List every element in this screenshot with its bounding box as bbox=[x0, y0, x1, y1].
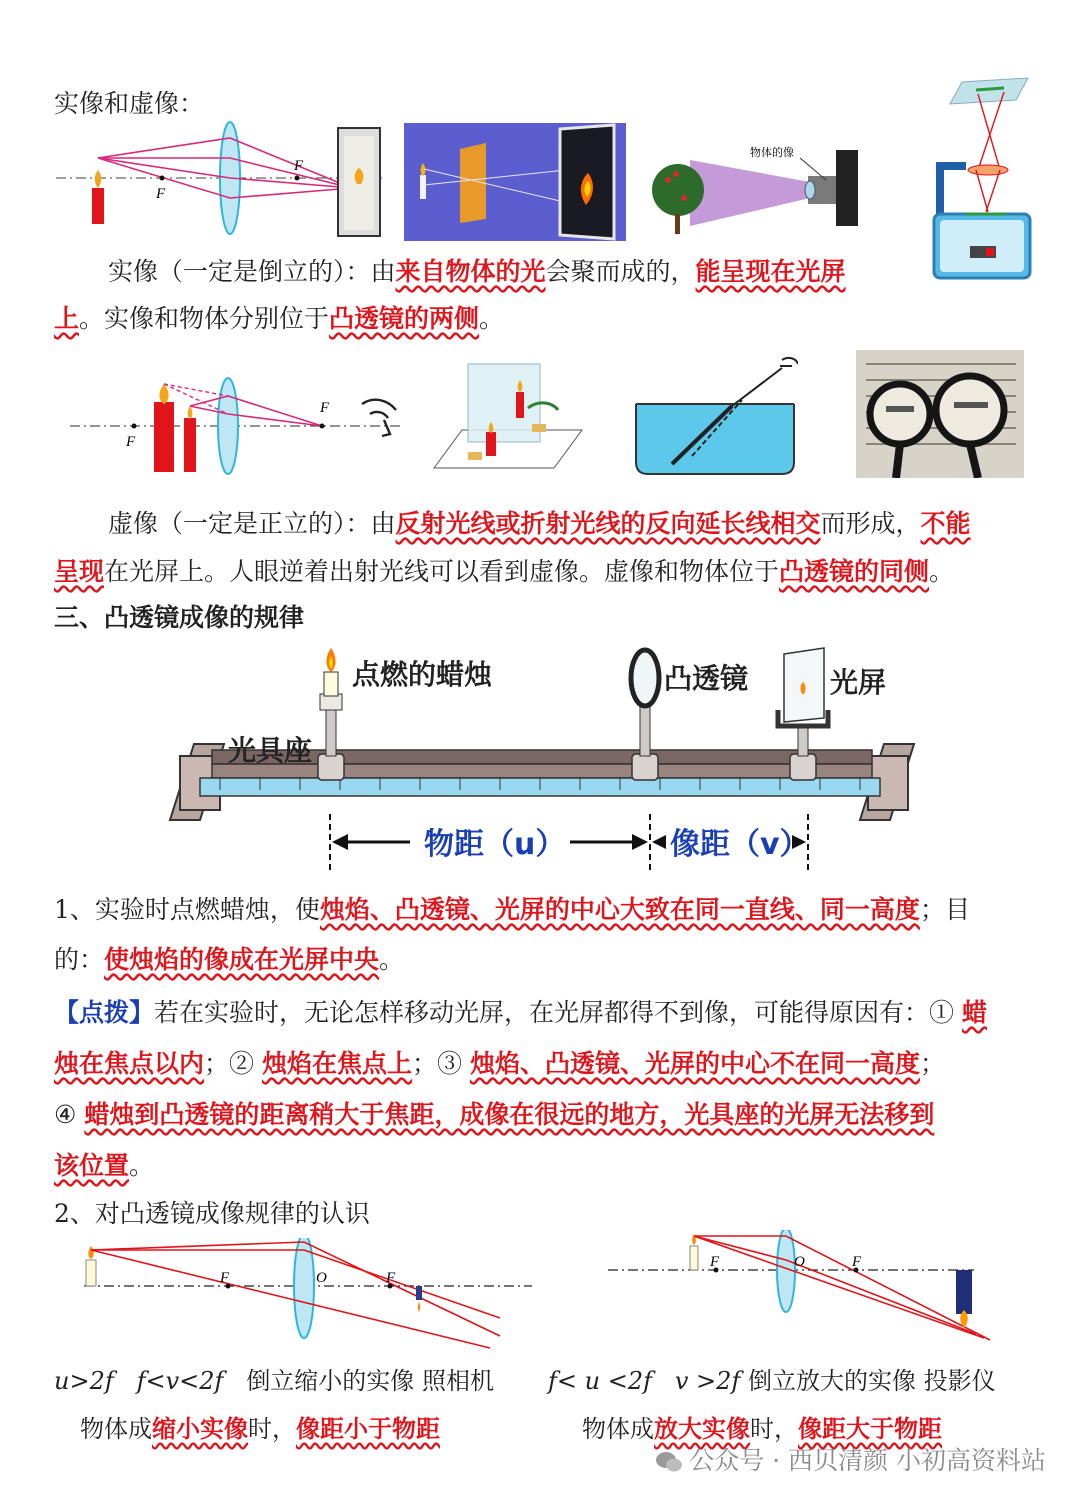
magnifier-photo bbox=[856, 350, 1024, 478]
tip-num4: ④ bbox=[54, 1100, 85, 1129]
left-note-text-2: 时， bbox=[248, 1415, 296, 1443]
right-focus-label: F bbox=[710, 1254, 720, 1270]
virtual-image-para-line1 bbox=[108, 508, 971, 540]
object-image-label: 物体的像 bbox=[750, 146, 794, 159]
tip-line1 bbox=[54, 997, 987, 1029]
tip-line3 bbox=[54, 1099, 934, 1131]
tip-reason2: 烛焰在焦点上 bbox=[261, 1049, 412, 1078]
virtual-highlight-rays: 反射光线或折射光线的反向延长线相交 bbox=[395, 509, 821, 538]
tip-text: 若在实验时，无论怎样移动光屏，在光屏都得不到像，可能得原因有：① bbox=[154, 998, 962, 1027]
projector-ray-diagram bbox=[604, 1230, 1004, 1348]
item1-line2 bbox=[54, 944, 404, 976]
watermark-text: 公众号 · 西贝清颜 小初高资料站 bbox=[689, 1446, 1046, 1475]
left-note bbox=[80, 1414, 440, 1444]
right-cond-v: v >2f bbox=[674, 1367, 741, 1395]
left-desc: 倒立缩小的实像 照相机 bbox=[246, 1367, 494, 1395]
real-image-para-line2 bbox=[54, 303, 504, 335]
tip-reason1: 烛在焦点以内 bbox=[54, 1049, 205, 1078]
left-cond-v: f<v<2f bbox=[136, 1367, 224, 1395]
wechat-icon bbox=[655, 1450, 683, 1474]
real-highlight-source: 来自物体的光 bbox=[395, 257, 546, 286]
tip-tag: 【点拨】 bbox=[54, 998, 155, 1027]
image-distance-label: 像距（v） bbox=[670, 827, 810, 862]
svg-text:F: F bbox=[126, 434, 136, 450]
real-highlight-screen-cont: 上 bbox=[54, 304, 80, 333]
real-def-text-2: 会聚而成的， bbox=[545, 257, 696, 286]
section-heading-real-virtual: 实像和虚像： bbox=[54, 89, 205, 118]
real-image-para-line1 bbox=[108, 256, 846, 288]
real-highlight-sides: 凸透镜的两侧 bbox=[329, 304, 480, 333]
bench-lens-label: 凸透镜 bbox=[664, 662, 749, 695]
camera-obscura-image bbox=[650, 140, 862, 238]
left-focus-label: F bbox=[220, 1270, 230, 1286]
left-condition-caption bbox=[54, 1366, 494, 1396]
right-note-text: 物体成 bbox=[582, 1415, 654, 1443]
camera-ray-diagram bbox=[80, 1238, 536, 1354]
item1-purpose-label: 的： bbox=[54, 945, 105, 974]
virtual-highlight-not: 不能 bbox=[920, 509, 971, 538]
virtual-image-para-line2 bbox=[54, 556, 954, 588]
left-note-highlight-1: 缩小实像 bbox=[152, 1414, 248, 1443]
bench-base-label: 光具座 bbox=[228, 734, 313, 767]
period: 。 bbox=[379, 945, 405, 974]
section3-title: 三、凸透镜成像的规律 bbox=[54, 603, 305, 632]
plane-mirror-image bbox=[428, 362, 588, 474]
tip-reason4: 蜡烛到凸透镜的距离稍大于焦距，成像在很远的地方，光具座的光屏无法移到 bbox=[84, 1100, 935, 1129]
water-refraction-image bbox=[632, 352, 798, 478]
left-optical-center-label: O bbox=[316, 1270, 327, 1286]
right-cond-u: f< u <2f bbox=[548, 1367, 652, 1395]
real-image-lens-diagram bbox=[52, 118, 388, 240]
item1-line1 bbox=[54, 894, 970, 926]
right-note-highlight-1: 放大实像 bbox=[654, 1414, 750, 1443]
virtual-highlight-same-side: 凸透镜的同侧 bbox=[779, 557, 930, 586]
right-desc: 倒立放大的实像 投影仪 bbox=[747, 1367, 996, 1395]
virtual-image-lens-diagram bbox=[66, 366, 406, 476]
item2-title: 2、对凸透镜成像规律的认识 bbox=[54, 1199, 370, 1228]
real-highlight-screen: 能呈现在光屏 bbox=[695, 257, 846, 286]
real-def-text: 实像（一定是倒立的）：由 bbox=[108, 257, 396, 286]
period: 。 bbox=[479, 304, 505, 333]
item1-highlight-centers: 烛焰、凸透镜、光屏的中心大致在同一直线、同一高度 bbox=[319, 895, 920, 924]
watermark bbox=[655, 1441, 1046, 1477]
bench-screen-label: 光屏 bbox=[830, 666, 887, 699]
bench-candle-label: 点燃的蜡烛 bbox=[352, 658, 493, 691]
tip-line4 bbox=[54, 1150, 154, 1182]
item1-text-2: ；目 bbox=[919, 895, 970, 924]
item1-highlight-purpose: 使烛焰的像成在光屏中央 bbox=[104, 945, 380, 974]
left-note-highlight-2: 像距小于物距 bbox=[296, 1414, 440, 1443]
svg-text:F: F bbox=[294, 158, 304, 174]
virtual-highlight-show: 呈现 bbox=[54, 557, 105, 586]
tip-reason4-end: 该位置 bbox=[54, 1151, 130, 1180]
item1-text: 1、实验时点燃蜡烛，使 bbox=[54, 895, 320, 924]
pinhole-camera-image bbox=[404, 123, 626, 241]
projector-image bbox=[926, 74, 1034, 282]
real-position-text: 。实像和物体分别位于 bbox=[79, 304, 330, 333]
virtual-def-text-2: 而形成， bbox=[820, 509, 921, 538]
optical-bench-diagram bbox=[160, 644, 930, 876]
left-focus-label-2: F bbox=[386, 1270, 396, 1286]
right-note-highlight-2: 像距大于物距 bbox=[798, 1414, 942, 1443]
right-condition-caption bbox=[548, 1366, 996, 1396]
tip-line2 bbox=[54, 1048, 945, 1080]
left-note-text: 物体成 bbox=[80, 1415, 152, 1443]
period: 。 bbox=[929, 557, 955, 586]
period: 。 bbox=[129, 1151, 155, 1180]
sep: ； bbox=[919, 1049, 945, 1078]
right-optical-center-label: O bbox=[794, 1254, 805, 1270]
sep: ；② bbox=[204, 1049, 262, 1078]
object-distance-label: 物距（u） bbox=[424, 827, 566, 862]
right-focus-label-2: F bbox=[852, 1254, 862, 1270]
svg-text:F: F bbox=[156, 186, 166, 202]
tip-reason3: 烛焰、凸透镜、光屏的中心不在同一高度 bbox=[469, 1049, 920, 1078]
svg-text:F: F bbox=[320, 400, 330, 416]
tip-reason1-start: 蜡 bbox=[961, 998, 987, 1027]
sep: ；③ bbox=[411, 1049, 470, 1078]
left-cond-u: u>2f bbox=[54, 1367, 114, 1395]
virtual-def-text: 虚像（一定是正立的）：由 bbox=[108, 509, 396, 538]
right-note-text-2: 时， bbox=[750, 1415, 798, 1443]
right-note bbox=[582, 1414, 942, 1444]
virtual-position-text: 在光屏上。人眼逆着出射光线可以看到虚像。虚像和物体位于 bbox=[104, 557, 780, 586]
